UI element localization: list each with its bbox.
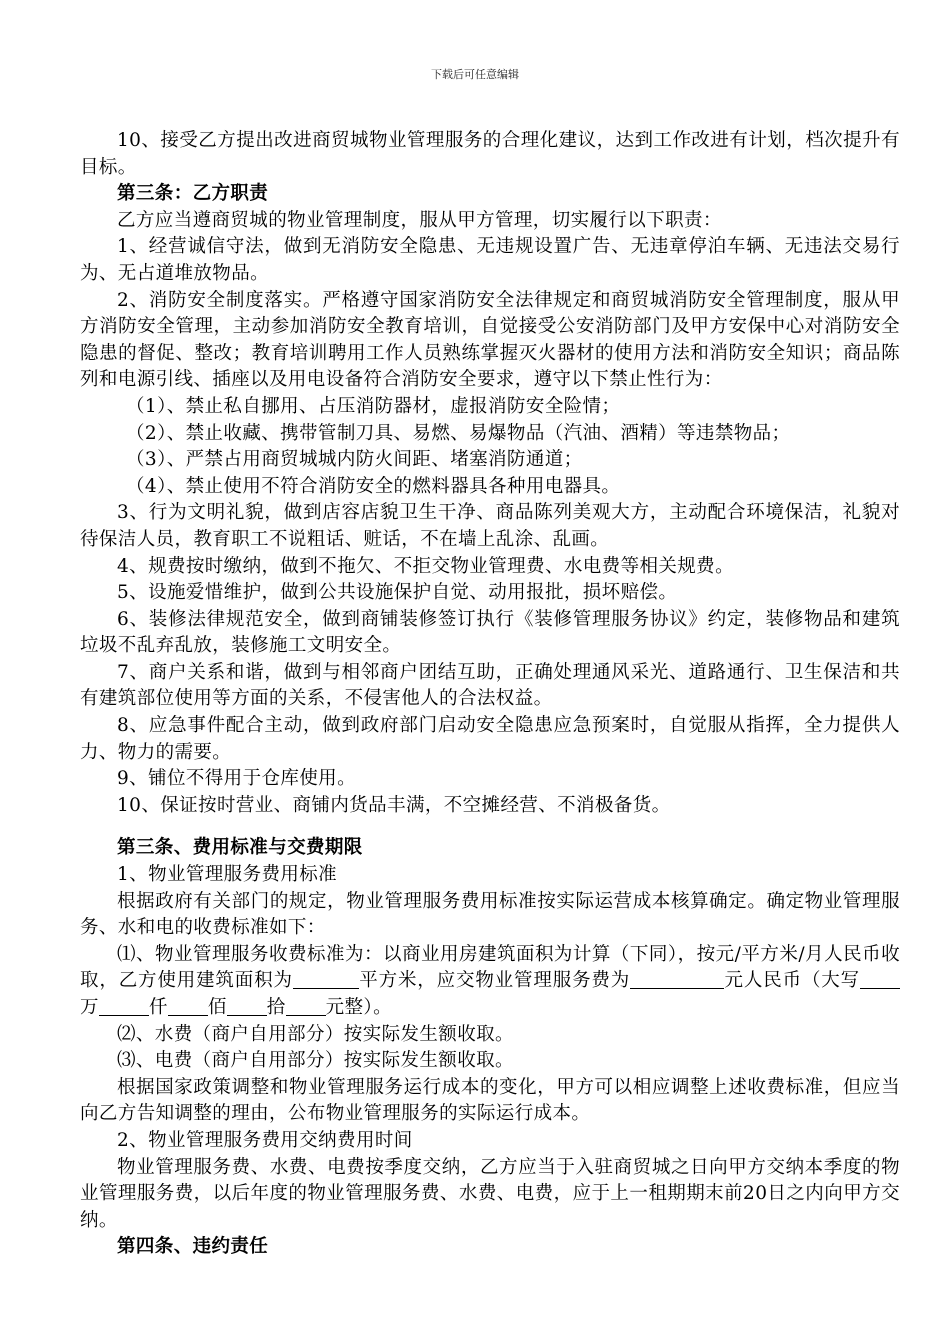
duty-item-4: 4、规费按时缴纳，做到不拖欠、不拒交物业管理费、水电费等相关规费。 <box>117 555 734 577</box>
paragraph-item-10: 10、接受乙方提出改进商贸城物业管理服务的合理化建议，达到工作改进有计划，档次提升有目标。 <box>80 130 900 178</box>
blank-wan-field[interactable] <box>860 970 900 989</box>
paragraph-duties-intro: 乙方应当遵商贸城的物业管理制度，服从甲方管理，切实履行以下职责： <box>117 209 722 231</box>
prohibition-item-2: （2）、禁止收藏、携带管制刀具、易燃、易爆物品（汽油、酒精）等违禁物品； <box>126 422 791 444</box>
fee-subheading-2: 2、物业管理服务费用交纳费用时间 <box>117 1129 413 1151</box>
fee-item-1-text-f: 佰 <box>207 997 227 1018</box>
fee-item-1 <box>80 942 900 1022</box>
blank-area-field[interactable] <box>293 970 359 989</box>
duty-item-8: 8、应急事件配合主动，做到政府部门启动安全隐患应急预案时，自觉服从指挥，全力提供人力、物力的需要。 <box>80 715 900 763</box>
prohibition-item-1: （1）、禁止私自挪用、占压消防器材，虚报消防安全险情； <box>126 395 621 417</box>
fee-item-1-text-g: 拾 <box>266 997 286 1018</box>
duty-item-2: 2、消防安全制度落实。严格遵守国家消防安全法律规定和商贸城消防安全管理制度，服从甲方消防安全管理，主动参加消防安全教育培训，自觉接受公安消防部门及甲方安保中心对消防安全隐患的督促、整改；教育培训聘用工作人员熟练掌握灭火器材的使用方法和消防安全知识；商品陈列和电源引线、插座以及用电设备符合消防安全要求，遵守以下禁止性行为： <box>80 289 900 391</box>
duty-item-10: 10、保证按时营业、商铺内货品丰满，不空摊经营、不消极备货。 <box>117 794 671 816</box>
fee-item-1-text-c: 元人民币（大写 <box>724 970 860 992</box>
section-heading-fees: 第三条、费用标准与交费期限 <box>117 837 363 859</box>
blank-fee-amount-field[interactable] <box>630 970 724 989</box>
fee-item-1-text-a: ⑴、物业管理服务收费标准为：以商业用房建筑面积为计算（下同），按元/平方米/月人民币收取，乙方使用建筑面积为 <box>80 943 900 992</box>
duty-item-1: 1、经营诚信守法，做到无消防安全隐患、无违规设置广告、无违章停泊车辆、无违法交易行为、无占道堆放物品。 <box>80 236 900 284</box>
section-heading-liability: 第四条、违约责任 <box>117 1236 269 1258</box>
duty-item-6: 6、装修法律规范安全，做到商铺装修签订执行《装修管理服务协议》约定，装修物品和建筑垃圾不乱弃乱放，装修施工文明安全。 <box>80 608 900 657</box>
fee-subheading-1: 1、物业管理服务费用标准 <box>117 864 338 886</box>
fee-item-3: ⑶、电费（商户自用部分）按实际发生额收取。 <box>117 1050 514 1072</box>
fee-adjustment-paragraph: 根据国家政策调整和物业管理服务运行成本的变化，甲方可以相应调整上述收费标准，但应当向乙方告知调整的理由，公布物业管理服务的实际运行成本。 <box>80 1076 900 1125</box>
duty-item-3: 3、行为文明礼貌，做到店容店貌卫生干净、商品陈列美观大方，主动配合环境保洁，礼貌对待保洁人员，教育职工不说粗话、赃话，不在墙上乱涂、乱画。 <box>80 502 900 550</box>
fee-item-1-text-h: 元整）。 <box>325 997 392 1018</box>
fee-payment-paragraph: 物业管理服务费、水费、电费按季度交纳，乙方应当于入驻商贸城之日向甲方交纳本季度的物业管理服务费，以后年度的物业管理服务费、水费、电费，应于上一租期期末前20日之内向甲方交纳。 <box>80 1156 900 1231</box>
blank-bai-field[interactable] <box>168 997 208 1016</box>
document-body <box>80 128 900 1261</box>
duty-item-7: 7、商户关系和谐，做到与相邻商户团结互助，正确处理通风采光、道路通行、卫生保洁和共有建筑部位使用等方面的关系，不侵害他人的合法权益。 <box>80 661 900 710</box>
blank-shi-field[interactable] <box>227 997 267 1016</box>
fee-item-1-text-e: 仟 <box>148 997 168 1018</box>
prohibition-item-4: （4）、禁止使用不符合消防安全的燃料器具各种用电器具。 <box>126 475 621 497</box>
page-header-note: 下载后可任意编辑 <box>431 68 519 81</box>
duty-item-9: 9、铺位不得用于仓库使用。 <box>117 768 356 790</box>
blank-yuan-field[interactable] <box>286 997 326 1016</box>
blank-qian-field[interactable] <box>99 997 149 1016</box>
fee-item-1-text-d: 万 <box>80 997 99 1018</box>
fee-item-1-text-b: 平方米，应交物业管理服务费为 <box>358 970 631 992</box>
prohibition-item-3: （3）、严禁占用商贸城城内防火间距、堵塞消防通道； <box>126 449 583 471</box>
section-heading-party-b-duties: 第三条：乙方职责 <box>117 183 269 205</box>
fee-standard-intro: 根据政府有关部门的规定，物业管理服务费用标准按实际运营成本核算确定。确定物业管理服务、水和电的收费标准如下： <box>80 890 900 939</box>
fee-item-2: ⑵、水费（商户自用部分）按实际发生额收取。 <box>117 1023 514 1045</box>
duty-item-5: 5、设施爱惜维护，做到公共设施保护自觉、动用报批，损坏赔偿。 <box>117 582 678 604</box>
